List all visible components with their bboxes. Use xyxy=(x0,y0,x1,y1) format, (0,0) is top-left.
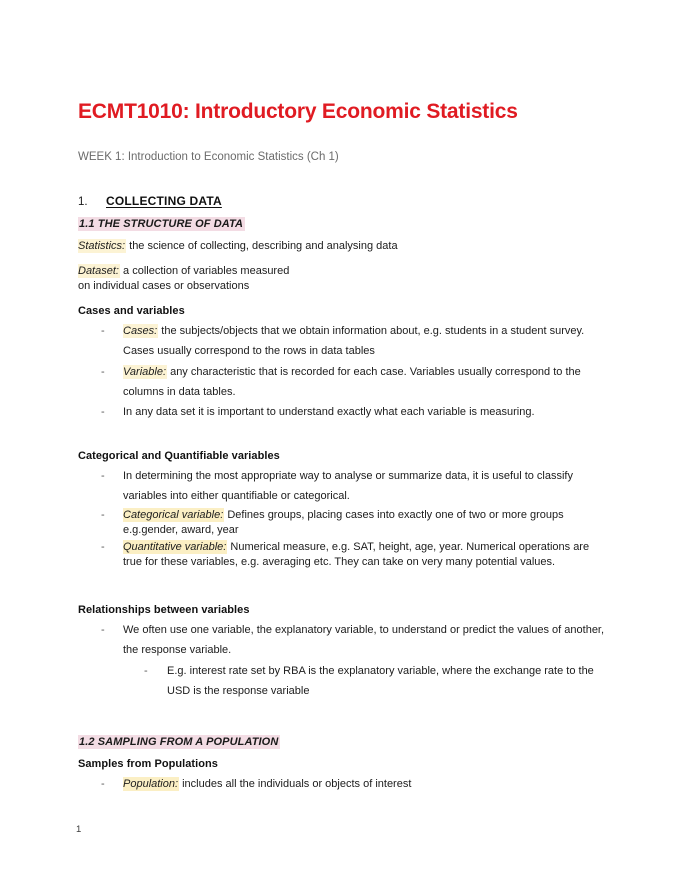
heading-samples-from-populations: Samples from Populations xyxy=(78,757,218,770)
section-1-title: COLLECTING DATA xyxy=(106,194,222,209)
list-item-body: Defines groups, placing cases into exactly one of two or more groups e.g.gender, award, year xyxy=(123,509,564,537)
bullet-dash-icon: - xyxy=(101,541,105,554)
list-item xyxy=(78,508,608,538)
subsection-1-1-label: 1.1 THE STRUCTURE OF DATA xyxy=(79,218,244,231)
list-samples-from-populations xyxy=(78,774,608,794)
definition-dataset-second-line: on individual cases or observations xyxy=(78,280,250,293)
document-content xyxy=(78,100,608,794)
list-item-body: includes all the individuals or objects of interest xyxy=(179,777,412,790)
bullet-dash-icon: - xyxy=(101,777,105,790)
page-title: ECMT1010: Introductory Economic Statistics xyxy=(78,100,518,123)
spacer xyxy=(78,702,608,726)
list-item-term: Variable: xyxy=(123,365,167,378)
list-item xyxy=(78,466,608,507)
list-item-nested xyxy=(78,661,608,702)
list-item-body: In any data set it is important to understand exactly what each variable is measuring. xyxy=(123,406,535,419)
subsection-1-2-heading xyxy=(78,736,608,748)
heading-relationships-between-variables: Relationships between variables xyxy=(78,604,250,617)
bullet-dash-icon: - xyxy=(101,469,105,482)
spacer xyxy=(78,423,608,440)
definition-statistics-body: the science of collecting, describing and analysing data xyxy=(126,240,398,253)
bullet-dash-icon: - xyxy=(101,624,105,637)
list-item-body: In determining the most appropriate way to analyse or summarize data, it is useful to classify variables into either quantifiable or categorical. xyxy=(123,469,573,502)
bullet-dash-icon: - xyxy=(101,324,105,337)
list-item xyxy=(78,540,608,570)
list-item-body: any characteristic that is recorded for each case. Variables usually correspond to the columns in data tables. xyxy=(123,365,581,398)
list-item-body: the subjects/objects that we obtain information about, e.g. students in a student survey. Cases usually correspond to the rows in data tables xyxy=(123,324,585,358)
subsection-1-2-label: 1.2 SAMPLING FROM A POPULATION xyxy=(79,735,279,748)
subsection-1-1-heading xyxy=(78,218,608,230)
definition-dataset xyxy=(78,264,608,295)
list-item xyxy=(78,402,608,422)
list-item xyxy=(78,321,608,362)
bullet-dash-icon: - xyxy=(144,664,148,677)
bullet-dash-icon: - xyxy=(101,406,105,419)
list-cases-and-variables xyxy=(78,321,608,423)
heading-categorical-and-quantifiable: Categorical and Quantifiable variables xyxy=(78,449,280,462)
list-relationships xyxy=(78,620,608,701)
list-item-body: We often use one variable, the explanatory variable, to understand or predict the values of another, the response variable. xyxy=(123,624,605,657)
page-number: 1 xyxy=(76,824,82,835)
list-item-term: Categorical variable: xyxy=(123,509,224,522)
list-item-body: E.g. interest rate set by RBA is the explanatory variable, where the exchange rate to the USD is the response variable xyxy=(167,664,594,698)
definition-statistics-term: Statistics: xyxy=(78,240,126,253)
list-categorical-and-quantifiable xyxy=(78,466,608,571)
list-item-term: Population: xyxy=(123,777,179,790)
document-subtitle: WEEK 1: Introduction to Economic Statistics (Ch 1) xyxy=(78,151,339,164)
definition-statistics xyxy=(78,239,608,255)
definition-dataset-body: a collection of variables measured xyxy=(119,264,290,277)
section-1-heading xyxy=(78,194,608,208)
list-item xyxy=(78,620,608,661)
bullet-dash-icon: - xyxy=(101,365,105,378)
list-item xyxy=(78,362,608,403)
list-item-term: Quantitative variable: xyxy=(123,541,227,554)
heading-cases-and-variables: Cases and variables xyxy=(78,304,185,317)
list-item xyxy=(78,774,608,794)
section-1-number: 1. xyxy=(78,196,88,209)
list-item-body: Numerical measure, e.g. SAT, height, age, year. Numerical operations are true for these variables, e.g. averaging etc. They can take on very many potential values. xyxy=(123,541,590,569)
bullet-dash-icon: - xyxy=(101,509,105,522)
definition-dataset-term: Dataset: xyxy=(78,264,119,277)
list-item-term: Cases: xyxy=(123,324,158,337)
spacer xyxy=(78,570,608,594)
